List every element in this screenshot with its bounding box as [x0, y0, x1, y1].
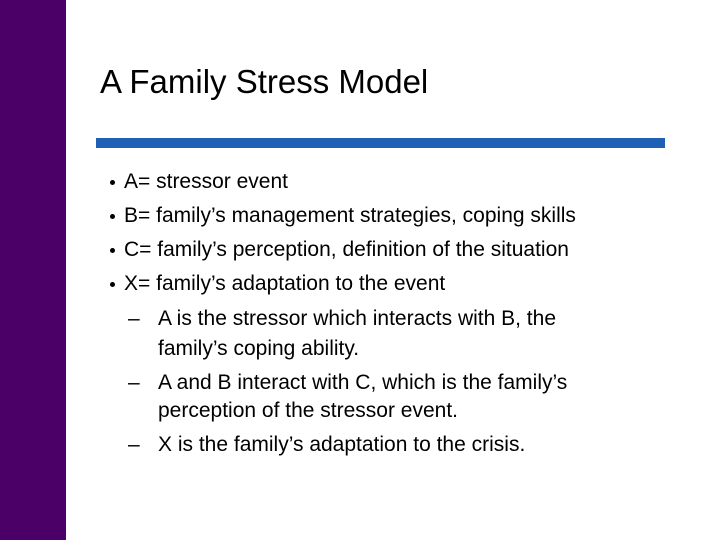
- sub-bullet-text: perception of the stressor event.: [158, 399, 458, 422]
- sub-bullet-text: A is the stressor which interacts with B, the: [158, 307, 556, 330]
- bullet-text: A= stressor event: [124, 170, 288, 193]
- sub-bullet-text: X is the family’s adaptation to the crisis.: [158, 433, 526, 456]
- title-underline: [96, 138, 665, 148]
- sub-bullet-text: A and B interact with C, which is the family’s: [158, 371, 568, 394]
- sub-bullet-text: family’s coping ability.: [158, 337, 360, 360]
- bullet-text: X= family’s adaptation to the event: [124, 272, 446, 295]
- sub-bullet-dash: –: [128, 307, 140, 330]
- bullet-dot-icon: [110, 248, 115, 253]
- sidebar-band: [0, 0, 66, 540]
- slide-title: A Family Stress Model: [100, 63, 429, 100]
- bullet-dot-icon: [110, 282, 115, 287]
- bullet-text: C= family’s perception, definition of the situation: [124, 238, 569, 261]
- bullet-dot-icon: [110, 180, 115, 185]
- bullet-dot-icon: [110, 214, 115, 219]
- sub-bullet-dash: –: [128, 371, 140, 394]
- bullet-text: B= family’s management strategies, coping skills: [124, 204, 576, 227]
- sub-bullet-dash: –: [128, 433, 140, 456]
